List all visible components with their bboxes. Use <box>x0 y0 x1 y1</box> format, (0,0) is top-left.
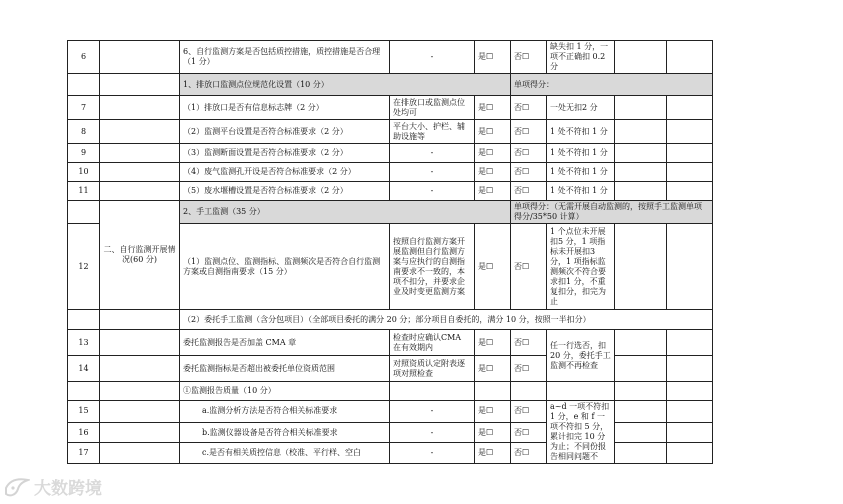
table-row <box>68 401 713 423</box>
category-cell <box>100 144 180 163</box>
table-row <box>68 41 713 74</box>
check-method: 按照自行监测方案开展监测但自行监测方案与应执行的自测指南要求不一致的，本项不扣分，并要求企业及时变更监测方案 <box>390 224 475 310</box>
category-cell <box>100 182 180 201</box>
row-number <box>68 74 100 96</box>
score-cell <box>615 401 667 423</box>
table-row <box>68 382 713 401</box>
category-cell: 二、自行监测开展情况(60 分) <box>100 201 180 310</box>
table-row <box>68 422 713 443</box>
yes-checkbox[interactable]: 是☐ <box>475 120 511 144</box>
table-row <box>68 96 713 120</box>
check-item: （3）监测断面设置是否符合标准要求（2 分） <box>180 144 390 163</box>
check-method: - <box>390 182 475 201</box>
yes-checkbox[interactable]: 是☐ <box>475 224 511 310</box>
remark-cell <box>667 356 713 382</box>
check-method: 在排放口或监测点位处均可 <box>390 96 475 120</box>
no-checkbox[interactable]: 否☐ <box>511 96 547 120</box>
check-item: 委托监测报告是否加盖 CMA 章 <box>180 330 390 356</box>
score-cell <box>615 144 667 163</box>
category-cell <box>100 74 180 96</box>
no-checkbox[interactable]: 否☐ <box>511 422 547 443</box>
yes-checkbox[interactable]: 是☐ <box>475 41 511 74</box>
yes-checkbox[interactable]: 是☐ <box>475 144 511 163</box>
category-cell <box>100 96 180 120</box>
check-method: - <box>390 41 475 74</box>
deduction-rule: 任一行选否，扣 20 分，委托手工监测不再检查 <box>547 330 615 382</box>
no-checkbox[interactable]: 否☐ <box>511 41 547 74</box>
check-method: 对照资质认定附表逐项对照检查 <box>390 356 475 382</box>
category-cell <box>100 356 180 382</box>
row-number: 6 <box>68 41 100 74</box>
no-checkbox[interactable]: 否☐ <box>511 443 547 464</box>
section-score-note: （无需开展自动监测的，按照手工监测单项得分/35*50 计算） <box>514 202 702 221</box>
row-number: 9 <box>68 144 100 163</box>
remark-cell <box>667 96 713 120</box>
no-checkbox[interactable]: 否☐ <box>511 356 547 382</box>
remark-cell <box>667 422 713 443</box>
check-item: c.是否有相关质控信息（校准、平行样、空白 <box>180 443 390 464</box>
category-cell <box>100 382 180 401</box>
row-number: 14 <box>68 356 100 382</box>
check-item: （4）废气监测孔开设是否符合标准要求（2 分） <box>180 163 390 182</box>
score-cell <box>615 163 667 182</box>
bird-logo-icon <box>4 476 30 498</box>
no-checkbox[interactable]: 否☐ <box>511 182 547 201</box>
yes-checkbox[interactable]: 是☐ <box>475 401 511 423</box>
score-cell <box>615 120 667 144</box>
no-checkbox[interactable]: 否☐ <box>511 120 547 144</box>
deduction-rule: 1 处不符扣 1 分 <box>547 182 615 201</box>
no-cell <box>511 382 547 401</box>
yes-checkbox[interactable]: 是☐ <box>475 356 511 382</box>
remark-cell <box>667 330 713 356</box>
check-item: （1）监测点位、监测指标、监测频次是否符合自行监测方案或自测指南要求（15 分） <box>180 224 390 310</box>
deduction-rule <box>547 382 615 401</box>
score-cell <box>615 96 667 120</box>
table-row <box>68 163 713 182</box>
category-cell <box>100 422 180 443</box>
table-row <box>68 144 713 163</box>
score-cell <box>615 422 667 443</box>
check-method: - <box>390 144 475 163</box>
entrust-monitoring-title: （2）委托手工监测（含分包项目）（全部项目委托的满分 20 分；部分项目自委托的，满分 10 分，按照一半扣分） <box>180 310 713 330</box>
section-title: 1、排放口监测点位规范化设置（10 分） <box>180 74 511 96</box>
check-method: 平台大小、护栏、辅助设施等 <box>390 120 475 144</box>
remark-cell <box>667 382 713 401</box>
no-checkbox[interactable]: 否☐ <box>511 144 547 163</box>
deduction-rule: 缺失扣 1 分，一项不正确扣 0.2 分 <box>547 41 615 74</box>
deduction-rule: 1 处不符扣 1 分 <box>547 144 615 163</box>
check-item: （1）排放口是否有信息标志牌（2 分） <box>180 96 390 120</box>
category-cell <box>100 310 180 330</box>
score-cell <box>615 182 667 201</box>
remark-cell <box>667 401 713 423</box>
check-item: （5）废水堰槽设置是否符合标准要求（2 分） <box>180 182 390 201</box>
table-row <box>68 182 713 201</box>
yes-checkbox[interactable]: 是☐ <box>475 182 511 201</box>
row-number <box>68 201 100 224</box>
remark-cell <box>667 163 713 182</box>
check-method: - <box>390 163 475 182</box>
check-method: - <box>390 401 475 423</box>
deduction-rule: a~d 一项不符扣 1 分，e 和 f 一项不符扣 5 分，累计扣完 10 分为止；不同份报告相同问题不 <box>547 401 615 464</box>
score-cell <box>615 330 667 356</box>
no-checkbox[interactable]: 否☐ <box>511 224 547 310</box>
inspection-table <box>67 40 713 464</box>
table-row <box>68 330 713 356</box>
remark-cell <box>667 144 713 163</box>
row-number: 8 <box>68 120 100 144</box>
category-cell <box>100 330 180 356</box>
row-number <box>68 382 100 401</box>
yes-checkbox[interactable]: 是☐ <box>475 422 511 443</box>
no-checkbox[interactable]: 否☐ <box>511 401 547 423</box>
row-number: 11 <box>68 182 100 201</box>
table-row <box>68 310 713 330</box>
table-row <box>68 443 713 464</box>
section-header-row <box>68 74 713 96</box>
table-row <box>68 356 713 382</box>
deduction-rule: 1 个点位未开展扣5 分，1 项指标未开展扣3 分，1 项指标监测频次不符合要求扣1 分，不重复扣分，扣完为止 <box>547 224 615 310</box>
check-item: （2）监测平台设置是否符合标准要求（2 分） <box>180 120 390 144</box>
row-number: 16 <box>68 422 100 443</box>
category-cell <box>100 41 180 74</box>
yes-cell <box>475 382 511 401</box>
remark-cell <box>667 41 713 74</box>
deduction-rule: 一处无扣2 分 <box>547 96 615 120</box>
score-cell <box>615 356 667 382</box>
yes-checkbox[interactable]: 是☐ <box>475 163 511 182</box>
remark-cell <box>667 120 713 144</box>
section-title: 2、手工监测（35 分） <box>180 201 511 224</box>
check-method: 检查时应确认CMA 在有效期内 <box>390 330 475 356</box>
row-number: 7 <box>68 96 100 120</box>
check-item: b.监测仪器设备是否符合相关标准要求 <box>180 422 390 443</box>
row-number: 15 <box>68 401 100 423</box>
row-number: 13 <box>68 330 100 356</box>
row-number <box>68 310 100 330</box>
remark-cell <box>667 182 713 201</box>
score-cell <box>615 41 667 74</box>
no-checkbox[interactable]: 否☐ <box>511 330 547 356</box>
row-number: 17 <box>68 443 100 464</box>
category-cell <box>100 120 180 144</box>
yes-checkbox[interactable]: 是☐ <box>475 443 511 464</box>
category-cell <box>100 443 180 464</box>
row-number: 10 <box>68 163 100 182</box>
no-checkbox[interactable]: 否☐ <box>511 163 547 182</box>
check-method <box>390 382 475 401</box>
category-cell <box>100 401 180 423</box>
section-header-row <box>68 201 713 224</box>
remark-cell <box>667 224 713 310</box>
section-score-area <box>511 201 713 224</box>
report-quality-title: ①监测报告质量（10 分） <box>180 382 390 401</box>
check-method: - <box>390 422 475 443</box>
check-item: 委托监测指标是否超出被委托单位资质范围 <box>180 356 390 382</box>
section-score-label: 单项得分： <box>511 74 713 96</box>
check-item: a.监测分析方法是否符合相关标准要求 <box>180 401 390 423</box>
remark-cell <box>667 443 713 464</box>
deduction-rule: 1 处不符扣 1 分 <box>547 120 615 144</box>
category-cell <box>100 163 180 182</box>
score-cell <box>615 224 667 310</box>
yes-checkbox[interactable]: 是☐ <box>475 96 511 120</box>
deduction-rule: 1 处不符扣 1 分 <box>547 163 615 182</box>
check-method: - <box>390 443 475 464</box>
score-cell <box>615 382 667 401</box>
check-item: 6、自行监测方案是否包括质控措施，质控措施是否合理（1 分） <box>180 41 390 74</box>
table-row <box>68 120 713 144</box>
section-score-label: 单项得分： <box>514 202 554 211</box>
row-number: 12 <box>68 224 100 310</box>
watermark-text: 大数跨境 <box>34 479 102 499</box>
watermark <box>4 474 102 499</box>
score-cell <box>615 443 667 464</box>
yes-checkbox[interactable]: 是☐ <box>475 330 511 356</box>
